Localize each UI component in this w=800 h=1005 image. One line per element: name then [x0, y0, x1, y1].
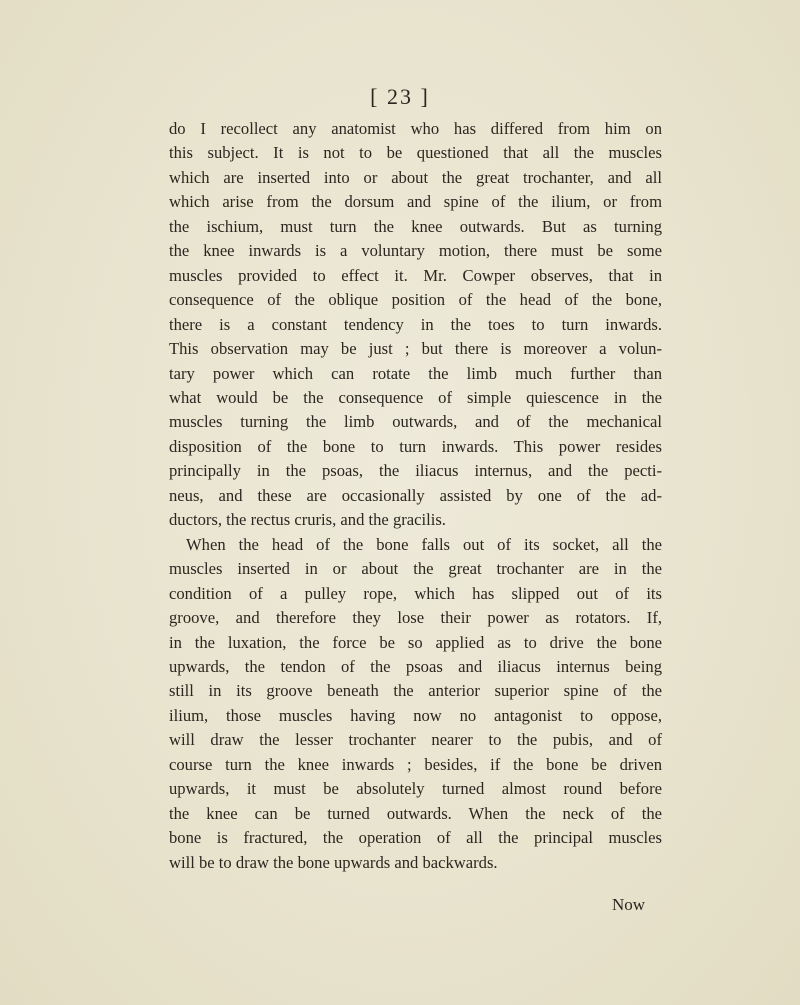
text-line: tary power which can rotate the limb much further than	[169, 363, 662, 383]
text-line: principally in the psoas, the iliacus internus, and the pecti-	[169, 461, 662, 481]
text-line: neus, and these are occasionally assisted by one of the ad-	[169, 485, 662, 505]
text-line: there is a constant tendency in the toes to turn inwards.	[169, 314, 662, 334]
catchword: Now	[612, 895, 646, 914]
text-line: ductors, the rectus cruris, and the gracilis.	[169, 510, 446, 530]
text-line: the knee can be turned outwards. When the neck of the	[169, 803, 662, 823]
text-line: the ischium, must turn the knee outwards. But as turning	[169, 216, 662, 236]
text-line: muscles provided to effect it. Mr. Cowper observes, that in	[169, 265, 662, 285]
body-text	[169, 117, 662, 875]
text-line: which are inserted into or about the great trochanter, and all	[169, 167, 662, 187]
text-line: what would be the consequence of simple quiescence in the	[169, 387, 662, 407]
text-line: this subject. It is not to be questioned that all the muscles	[169, 143, 662, 163]
text-line: This observation may be just ; but there is moreover a volun-	[169, 339, 662, 359]
text-line: disposition of the bone to turn inwards. This power resides	[169, 436, 662, 456]
text-line: in the luxation, the force be so applied as to drive the bone	[169, 632, 662, 652]
text-line: the knee inwards is a voluntary motion, there must be some	[169, 241, 662, 261]
text-line: will be to draw the bone upwards and backwards.	[169, 852, 498, 872]
text-line: ilium, those muscles having now no antagonist to oppose,	[169, 705, 662, 725]
text-line: upwards, the tendon of the psoas and iliacus internus being	[169, 656, 662, 676]
text-line: groove, and therefore they lose their power as rotators. If,	[169, 608, 662, 628]
text-line: course turn the knee inwards ; besides, if the bone be driven	[169, 754, 662, 774]
text-line: muscles turning the limb outwards, and of the mechanical	[169, 412, 662, 432]
text-line: condition of a pulley rope, which has slipped out of its	[169, 583, 662, 603]
text-line: do I recollect any anatomist who has differed from him on	[169, 119, 662, 138]
text-line: bone is fractured, the operation of all the principal muscles	[169, 828, 662, 848]
text-line: which arise from the dorsum and spine of the ilium, or from	[169, 192, 662, 212]
text-line: When the head of the bone falls out of its socket, all the	[186, 534, 662, 554]
text-line: consequence of the oblique position of the head of the bone,	[169, 290, 662, 310]
text-line: still in its groove beneath the anterior superior spine of the	[169, 681, 662, 701]
text-line: will draw the lesser trochanter nearer to the pubis, and of	[169, 730, 662, 750]
text-line: upwards, it must be absolutely turned almost round before	[169, 779, 662, 799]
page-number: [ 23 ]	[370, 84, 430, 109]
text-line: muscles inserted in or about the great trochanter are in the	[169, 559, 662, 579]
